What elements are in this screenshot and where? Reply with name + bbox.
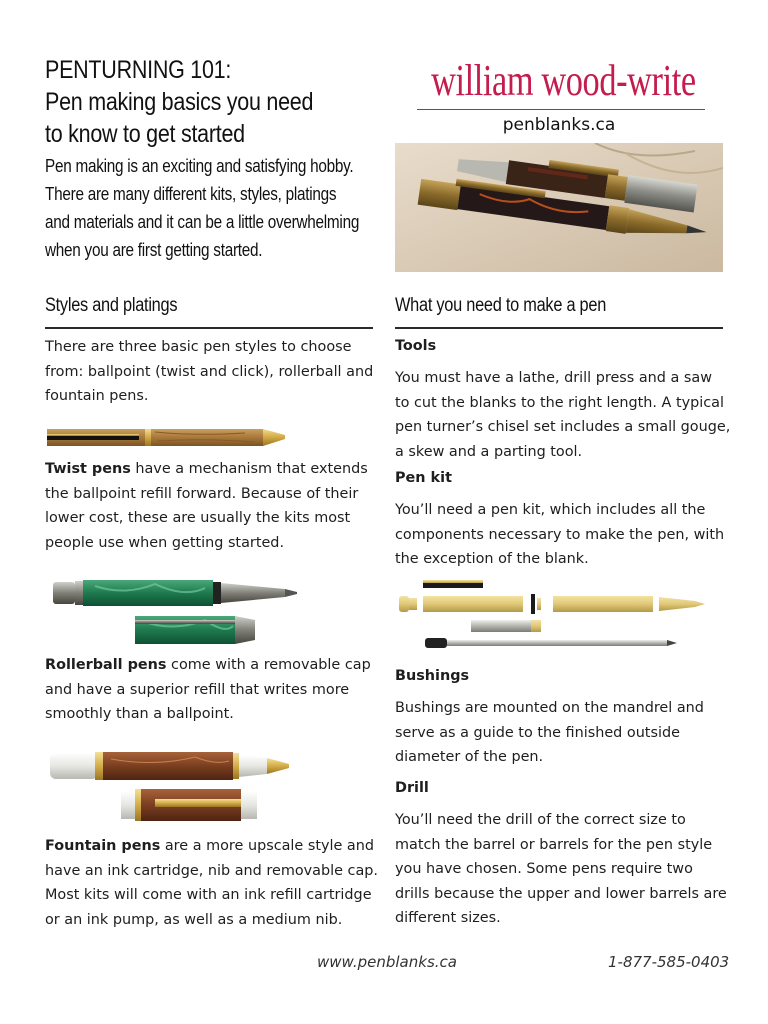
twist-pens-label: Twist pens	[45, 461, 131, 477]
bushings-title: Bushings	[395, 668, 470, 684]
text-span: come with a removable cap	[166, 657, 371, 673]
fountain-pens-text	[45, 834, 378, 932]
text-line	[45, 653, 371, 678]
text-line: a skew and a parting tool.	[395, 443, 583, 460]
text-line: Bushings are mounted on the mandrel and	[395, 700, 704, 716]
text-span: have a mechanism that extends	[130, 461, 368, 477]
twist-pens-text	[45, 457, 368, 555]
text-line: match the barrel or barrels for the pen style	[395, 836, 713, 853]
tools-text	[395, 366, 730, 464]
text-line: different sizes.	[395, 910, 501, 927]
text-line: You must have a lathe, drill press and a saw	[395, 370, 712, 386]
text-line: You’ll need the drill of the correct size to	[395, 812, 686, 828]
needs-heading-rule	[395, 327, 723, 329]
text-line: from: ballpoint (twist and click), rollerball and	[45, 363, 374, 380]
text-line: lower cost, these are usually the kits most	[45, 510, 351, 527]
text-line: There are three basic pen styles to choose	[45, 339, 352, 355]
title-line: Pen making basics you need	[45, 88, 314, 116]
styles-heading-rule	[45, 327, 373, 329]
text-line: drills because the upper and lower barrels are	[395, 885, 727, 902]
text-line: people use when getting started.	[45, 534, 285, 551]
logo-site: penblanks.ca	[502, 115, 616, 135]
text-line: You’ll need a pen kit, which includes all the	[395, 502, 706, 518]
text-line: the exception of the blank.	[395, 551, 589, 568]
fountain-pens-label: Fountain pens	[45, 838, 161, 854]
intro-line: and materials and it can be a little overwhelming	[45, 212, 360, 232]
twist-pen-image	[45, 424, 290, 450]
rollerball-pens-label: Rollerball pens	[45, 657, 167, 673]
styles-heading: Styles and platings	[45, 295, 178, 316]
hero-pens-photo	[395, 143, 723, 272]
text-line: you have chosen. Some pens require two	[395, 861, 693, 878]
drill-text	[395, 808, 727, 931]
brand-logo	[395, 55, 723, 140]
text-line: fountain pens.	[45, 388, 149, 405]
intro-line: when you are first getting started.	[45, 240, 263, 260]
rollerball-pens-text	[45, 653, 371, 727]
text-line: smoothly than a ballpoint.	[45, 706, 234, 723]
rollerball-pen-image	[45, 576, 340, 648]
text-line: pen turner’s chisel set includes a small gouge,	[395, 419, 731, 436]
footer-phone: 1-877-585-0403	[608, 953, 730, 971]
text-line: diameter of the pen.	[395, 749, 544, 766]
page-title	[45, 54, 357, 150]
pen-kit-image	[395, 576, 713, 658]
styles-intro	[45, 335, 373, 409]
text-line: Most kits will come with an ink refill cartridge	[45, 887, 372, 904]
text-span: are a more upscale style and	[160, 838, 375, 854]
text-line: and have a superior refill that writes more	[45, 681, 350, 698]
logo-underline	[417, 109, 705, 110]
drill-title: Drill	[395, 780, 429, 796]
title-line: to know to get started	[45, 120, 245, 148]
footer-url[interactable]: www.penblanks.ca	[317, 953, 457, 971]
text-line: serve as a guide to the finished outside	[395, 724, 680, 741]
logo-wordmark: william wood-write	[431, 56, 696, 105]
pen-kit-title: Pen kit	[395, 470, 452, 486]
text-line: have an ink cartridge, nib and removable cap.	[45, 862, 378, 879]
pen-kit-text	[395, 498, 724, 572]
text-line: the ballpoint refill forward. Because of their	[45, 485, 359, 502]
text-line	[45, 834, 378, 859]
tools-title: Tools	[395, 338, 437, 354]
needs-heading: What you need to make a pen	[395, 295, 607, 316]
title-line: PENTURNING 101:	[45, 56, 232, 84]
intro-line: There are many different kits, styles, platings	[45, 184, 337, 204]
fountain-pen-image	[45, 745, 335, 825]
intro-paragraph	[45, 152, 415, 264]
text-line: components necessary to make the pen, with	[395, 526, 725, 543]
text-line: or an ink pump, as well as a medium nib.	[45, 911, 343, 928]
text-line: to cut the blanks to the right length. A typical	[395, 394, 724, 411]
intro-line: Pen making is an exciting and satisfying hobby.	[45, 156, 354, 176]
text-line	[45, 457, 368, 482]
bushings-text	[395, 696, 704, 770]
